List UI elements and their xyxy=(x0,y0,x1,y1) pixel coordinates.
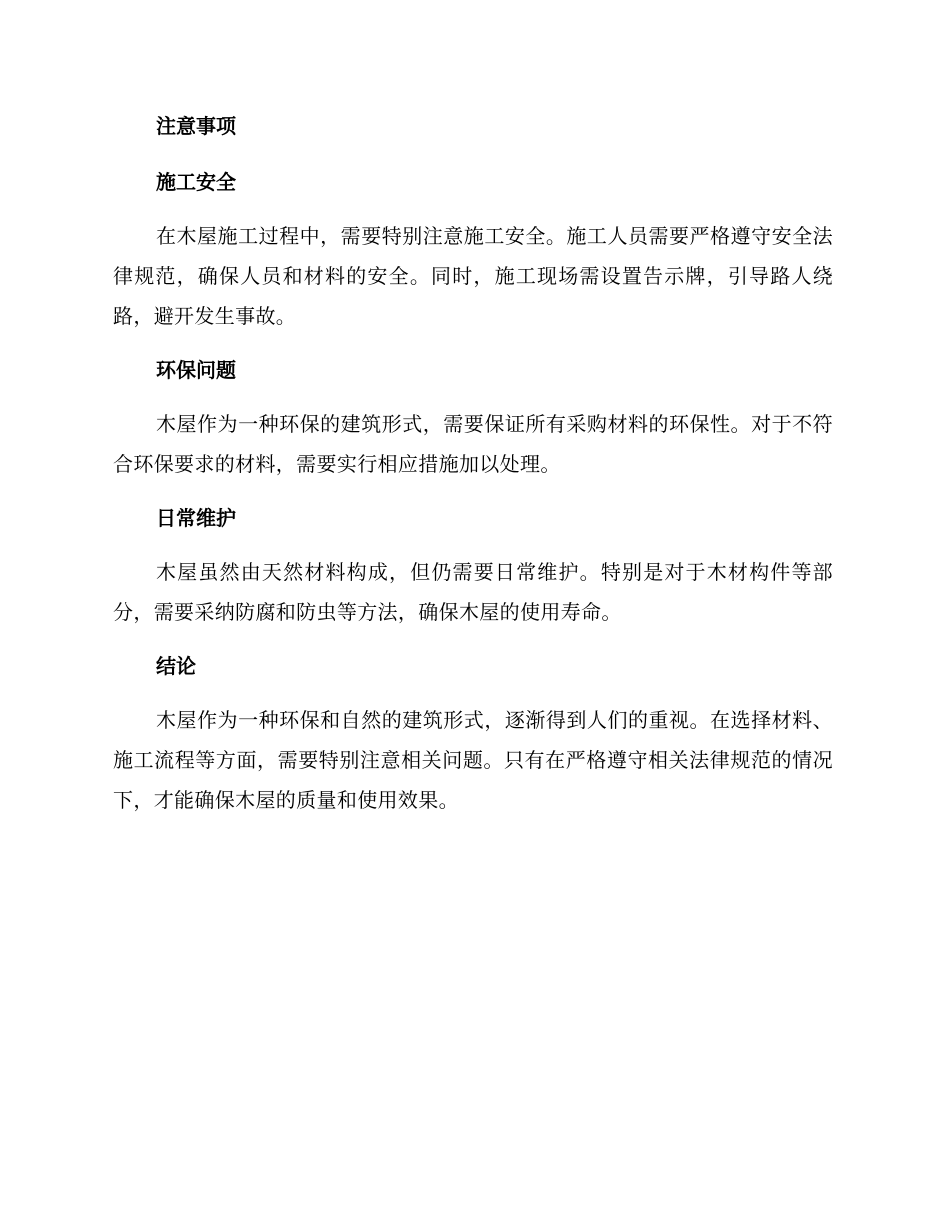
paragraph-maintenance: 木屋虽然由天然材料构成，但仍需要日常维护。特别是对于木材构件等部分，需要采纳防腐和防虫等方法，确保木屋的使用寿命。 xyxy=(113,560,833,624)
section-heading-notes: 注意事项 xyxy=(156,114,236,138)
paragraph-conclusion: 木屋作为一种环保和自然的建筑形式，逐渐得到人们的重视。在选择材料、施工流程等方面，需要特别注意相关问题。只有在严格遵守相关法律规范的情况下，才能确保木屋的质量和使用效果。 xyxy=(113,708,833,812)
document-page xyxy=(113,104,833,832)
section-heading-maintenance: 日常维护 xyxy=(156,506,236,530)
paragraph-environmental: 木屋作为一种环保的建筑形式，需要保证所有采购材料的环保性。对于不符合环保要求的材料，需要实行相应措施加以处理。 xyxy=(113,412,833,476)
paragraph-construction-safety: 在木屋施工过程中，需要特别注意施工安全。施工人员需要严格遵守安全法律规范，确保人员和材料的安全。同时，施工现场需设置告示牌，引导路人绕路，避开发生事故。 xyxy=(113,224,833,328)
section-heading-environmental: 环保问题 xyxy=(156,358,236,382)
section-heading-construction-safety: 施工安全 xyxy=(156,170,236,194)
section-heading-conclusion: 结论 xyxy=(156,654,196,678)
